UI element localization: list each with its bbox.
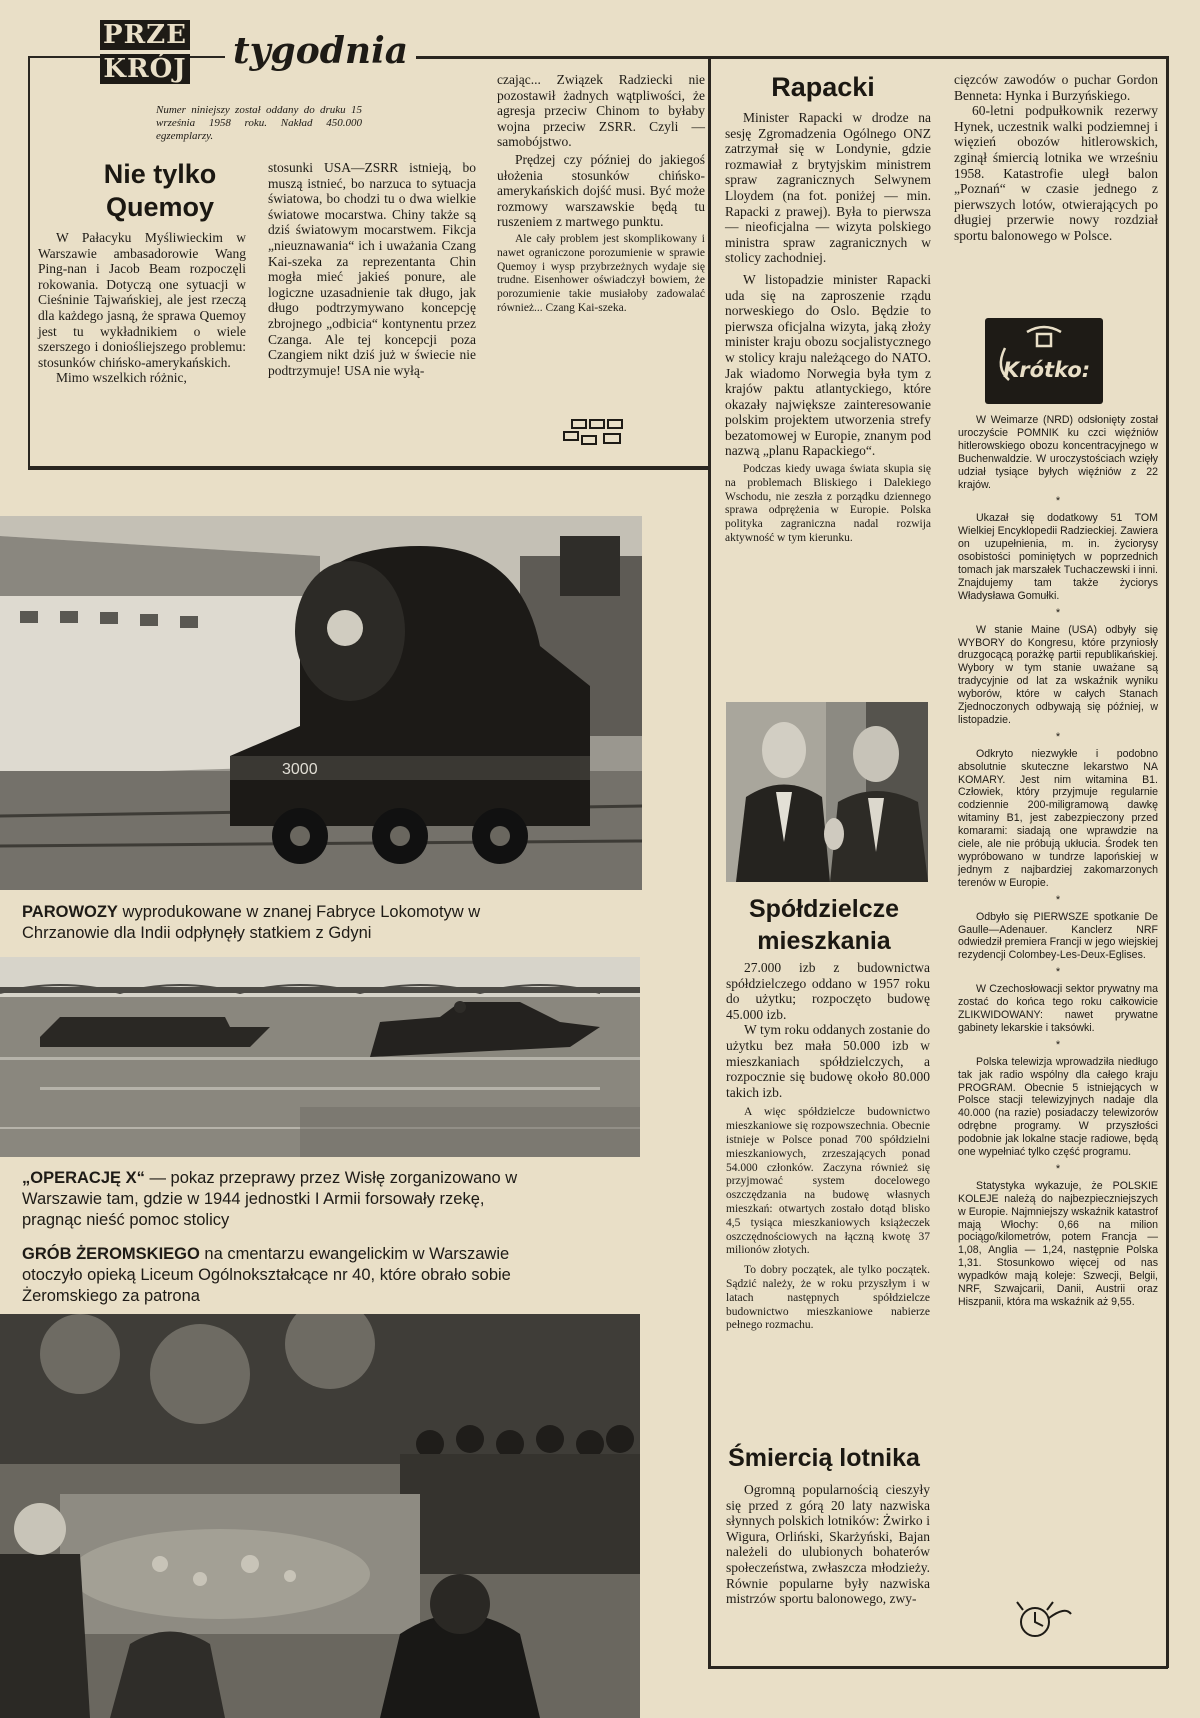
loco-number: 3000 <box>282 761 318 778</box>
star-separator: * <box>1055 1038 1061 1051</box>
spoldzielcze-p1: 27.000 izb z budownictwa spółdzielczego oddano w 1957 roku do użytku; rozpoczęto budowę 45.000 izb. <box>726 960 930 1022</box>
col4-p2: 60-letni podpułkownik rezerwy Hynek, uczestnik walki podziemnej i więzień obozów hitlerowskich, zginął śmiercią lotnika we wrześniu 1958. Katastrofie uległ balon „Poznań“ w czasie jednego z pierwszych lotów, otwierających po długiej przerwie nowy rozdział sportu balonowego w Polsce. <box>954 103 1158 243</box>
frame-line-bottom <box>708 1666 1168 1669</box>
smiercia-body <box>726 1482 930 1607</box>
krotko-item: Odkryto niezwykłe i podobno absolutnie skuteczne lekarstwo NA KOMARY. Jest nim witamina B1. Człowiek, który przyjmuje regularnie codziennie 200-miligramową dawkę witaminy B1, jest zabezpieczony przed komarami: siadają one wprawdzie na ciele, ale nie próbują ukłucia. Środek ten wypróbowano w tundrze lapońskiej w jednym z najbardziej zakomarzonych terenów w Europie. <box>958 747 1158 889</box>
krotko-label: Krótko: <box>1003 358 1091 382</box>
parowozy-caption-text: wyprodukowane w znanej Fabryce Lokomotyw w Chrzanowie dla Indii odpłynęły statkiem z Gdyni <box>22 903 481 942</box>
quemoy-col2 <box>268 160 476 378</box>
quemoy-title-line1: Nie tylko <box>103 159 217 189</box>
quemoy-col3 <box>497 72 705 316</box>
quemoy-p3b: Prędzej czy później do jakiegoś ułożenia stosunków chińsko-amerykańskich dojść musi. Być może rozmowy warszawskie będą tu ruszeniem z martwego punktu. <box>497 151 705 230</box>
spoldzielcze-title-line1: Spółdzielcze <box>748 895 900 923</box>
krotko-list <box>958 414 1158 1309</box>
quemoy-p3: czając... Związek Radziecki nie pozostawił żadnych wątpliwości, że agresja przeciw Chinom to byłaby wojna przeciw ZSRR. Czyli — samobójstwo. <box>497 72 705 150</box>
star-separator: * <box>1055 966 1061 979</box>
frame-line-right <box>1166 56 1169 1668</box>
smiercia-p1: Ogromną popularnością cieszyły się przed z górą 20 laty nazwiska słynnych polskich lotników: Żwirko i Wigura, Orliński, Skarżyński, Bajan należeli do ulubionych bohaterów społeczeństwa, zwłaszcza młodzieży. Równie popularne były nazwiska mistrzów sportu balonowego, zwy- <box>726 1482 930 1607</box>
star-separator: * <box>1055 1162 1061 1175</box>
spoldzielcze-body <box>726 960 930 1333</box>
krotko-item: W stanie Maine (USA) odbyły się WYBORY do Kongresu, które przyniosły druzgocącą porażkę partii republikańskiej. Wybory w tym stanie uważane są tradycyjnie od lat za wskaźnik wyniku wyborów, które w całych Stanach Zjednoczonych odbywają się później, w listopadzie. <box>958 623 1158 726</box>
clock-ornament-icon <box>1005 1592 1075 1642</box>
krotko-item: Ukazał się dodatkowy 51 TOM Wielkiej Encyklopedii Radzieckiej. Zawiera on uzupełnienia, m. in. życiorysy osobistości pominiętych w poprzednich tomach jak marszałek Tuchaczewski i inni. Znajdujemy tam także życiorys Władysława Gomułki. <box>958 512 1158 602</box>
rapacki-p2: W listopadzie minister Rapacki uda się na zaproszenie rządu norweskiego do Oslo. Będzie to pierwsza oficjalna wizyta, jaką złoży minister kraju obozu socjalistycznego w stolicy kraju należącego do NATO. Jak wiadomo Norwegia była tym z krajów paktu atlantyckiego, które okazały największe zainteresowanie polskim projektem utworzenia strefy bezatomowej w Europie, znanym pod nazwą „planu Rapackiego“. <box>725 271 931 459</box>
quemoy-p3c: Ale cały problem jest skomplikowany i nawet ograniczone porozumienie w sprawie Quemoy i wysp przybrzeżnych wydaje się trudne. Eisenhower oświadczył bowiem, że porozumienie takie musiałoby zadowalać również... Czang Kai-szeka. <box>497 232 705 314</box>
rapacki-body <box>725 110 931 546</box>
frame-line-mid <box>708 56 711 1668</box>
quemoy-title <box>60 158 260 224</box>
grave-photo <box>0 1314 640 1718</box>
krotko-item: Odbyło się PIERWSZE spotkanie De Gaulle—Adenauer. Kanclerz NRF odwiedził premiera Francji w jego wiejskiej rezydencji Colombey-Les-Deux-Eglises. <box>958 910 1158 962</box>
rapacki-p3: Podczas kiedy uwaga świata skupia się na problemach Bliskiego i Dalekiego Wschodu, nie zeszła z porządku dziennego sprawa odprężenia w Europie. Polska polityka zagraniczna nadal rozwija aktywność w tym kierunku. <box>725 463 931 545</box>
frame-line-left-box <box>28 466 710 469</box>
rapacki-p1: Minister Rapacki w drodze na sesję Zgromadzenia Ogólnego ONZ zatrzymał się w Londynie, gdzie rozmawiał z brytyjskim ministrem spraw zagranicznych Selwynem Lloydem (na fot. poniżej — min. Rapacki z prawej). Była to pierwsza — nieoficjalna — wizyta polskiego ministra spraw zagranicznych w stolicy zachodniej. <box>725 110 931 266</box>
smiercia-title: Śmiercią lotnika <box>728 1444 920 1472</box>
krotko-item: W Weimarze (NRD) odsłonięty został uroczyście POMNIK ku czci więźniów hitlerowskiego obozu koncentracyjnego w Buchenwaldzie. W uroczystościach wzięły udział tysiące byłych więźniów z 22 krajów. <box>958 414 1158 491</box>
rapacki-title: Rapacki <box>771 72 875 102</box>
quemoy-p2: stosunki USA—ZSRR istnieją, bo muszą istnieć, bo narzuca to sytuacja światowa, bo chodzi tu o dwa wielkie światowe mocarstwa. Chiny także są dziś światowym mocarstwem. Fikcja „nieuznawania“ ich i uważania Czang Kai-szeka za reprezentanta Chin mogła mieć jakieś ponure, ale logiczne uzasadnienie tak długo, jak długo podtrzymywano koncepcję zbrojnego „odbicia“ kontynentu przez Czanga. Ale tej koncepcji poza Czangiem nikt dziś już w świecie nie podtrzymuje! USA nie wyłą- <box>268 160 476 378</box>
frame-line-top <box>380 56 1168 59</box>
locomotive-photo <box>0 516 642 890</box>
spoldzielcze-p3: A więc spółdzielcze budownictwo mieszkaniowe się rozpowszechnia. Obecnie istnieje w Polsce ponad 700 spółdzielni mieszkaniowych, zrzeszających ponad 54.000 członków. Zaczyna również się przyjmować system docelowego oszczędzania na budowę własnych mieszkań: otwartych zostało dotąd blisko 4,5 tysiąca mieszkaniowych książeczek oszczędnościowych na łączną kwotę 37 milionów złotych. <box>726 1106 930 1257</box>
logo-bottom: KRÓJ <box>100 54 190 84</box>
masthead-script: tygodnia <box>225 30 416 72</box>
chinese-ornament-icon <box>560 418 640 448</box>
grob-caption-bold: GRÓB ŻEROMSKIEGO <box>22 1245 200 1263</box>
quemoy-p1: W Pałacyku Myśliwieckim w Warszawie ambasadorowie Wang Ping-nan i Jacob Beam rozpoczęli rokowania. Dotyczą one sytuacji w Cieśninie Tajwańskiej, ale jest rzeczą dla każdego jasną, że sprawa Quemoy jest tu wykładnikiem o wiele szerszego i doniośliejszego problemu: stosunków chińsko-amerykańskich. <box>38 230 246 370</box>
krotko-item: Statystyka wykazuje, że POLSKIE KOLEJE należą do najbezpieczniejszych w Europie. Najmniejszy wskaźnik katastrof mają Włochy: 0,66 na milion pociągo/kilometrów, potem Francja — 1,08, Anglia — 1,24, następnie Polska 1,31. Stosunkowo więcej od nas wypadków mają koleje: Szwecji, Belgii, NRF, Szwajcarii, Danii, Austrii oraz Hiszpanii, która ma wskaźnik aż 9,55. <box>958 1179 1158 1308</box>
river-crossing-photo <box>0 957 640 1157</box>
spoldzielcze-p4: To dobry początek, ale tylko początek. Sądzić należy, że w roku przyszłym i w latach następnych spółdzielcze budownictwo mieszkaniowe nabierze pełnego rozmachu. <box>726 1264 930 1332</box>
parowozy-caption <box>22 902 532 944</box>
grob-caption <box>22 1244 527 1307</box>
parowozy-caption-bold: PAROWOZY <box>22 903 118 921</box>
star-separator: * <box>1055 606 1061 619</box>
star-separator: * <box>1055 893 1061 906</box>
operacje-caption <box>22 1168 527 1231</box>
star-separator: * <box>1055 495 1061 508</box>
spoldzielcze-p2: W tym roku oddanych zostanie do użytku bez mała 50.000 izb w mieszkaniach spółdzielczych, a rozpocznie się budowę około 80.000 takich izb. <box>726 1022 930 1100</box>
masthead-note: Numer niniejszy został oddany do druku 15 września 1958 roku. Nakład 450.000 egzemplarzy. <box>156 104 362 142</box>
rapacki-lloyd-photo <box>726 702 928 882</box>
spoldzielcze-title-line2: mieszkania <box>757 927 891 955</box>
col4-top <box>954 72 1158 244</box>
col4-p1: cięzców zawodów o puchar Gordon Benneta: Hynka i Burzyńskiego. <box>954 72 1158 103</box>
krotko-item: W Czechosłowacji sektor prywatny ma zostać do końca tego roku całkowicie ZLIKWIDOWANY: nawet prywatne gabinety lekarskie i taksówki. <box>958 983 1158 1034</box>
quemoy-col1 <box>38 230 246 386</box>
logo-top: PRZE <box>100 20 190 50</box>
masthead-logo <box>100 20 190 90</box>
krotko-item: Polska telewizja wprowadziła niedługo tak jak radio wspólny dla całego kraju PROGRAM. Obecnie 5 istniejących w Polsce stacji telewizyjnych nadaje dla 40.000 (na razie) posiadaczy telewizorów odrębne programy. W przyszłości podobnie jak lokalne stacje radiowe, będą one wypełniać tylko część programu. <box>958 1055 1158 1159</box>
operacje-caption-text: — pokaz przeprawy przez Wisłę zorganizowano w Warszawie tam, gdzie w 1944 jednostki I Armii forsowały rzekę, pragnąc nieść pomoc stolicy <box>22 1169 518 1229</box>
quemoy-p1b: Mimo wszelkich różnic, <box>56 370 187 386</box>
spoldzielcze-title <box>720 893 928 957</box>
krotko-logo <box>985 318 1103 404</box>
quemoy-title-line2: Quemoy <box>105 192 215 222</box>
star-separator: * <box>1055 730 1061 743</box>
grob-caption-text: na cmentarzu ewangelickim w Warszawie otoczyło opieką Liceum Ogólnokształcące nr 40, które obrało sobie Żeromskiego za patrona <box>22 1245 511 1305</box>
operacje-caption-bold: „OPERACJĘ X“ <box>22 1169 145 1187</box>
